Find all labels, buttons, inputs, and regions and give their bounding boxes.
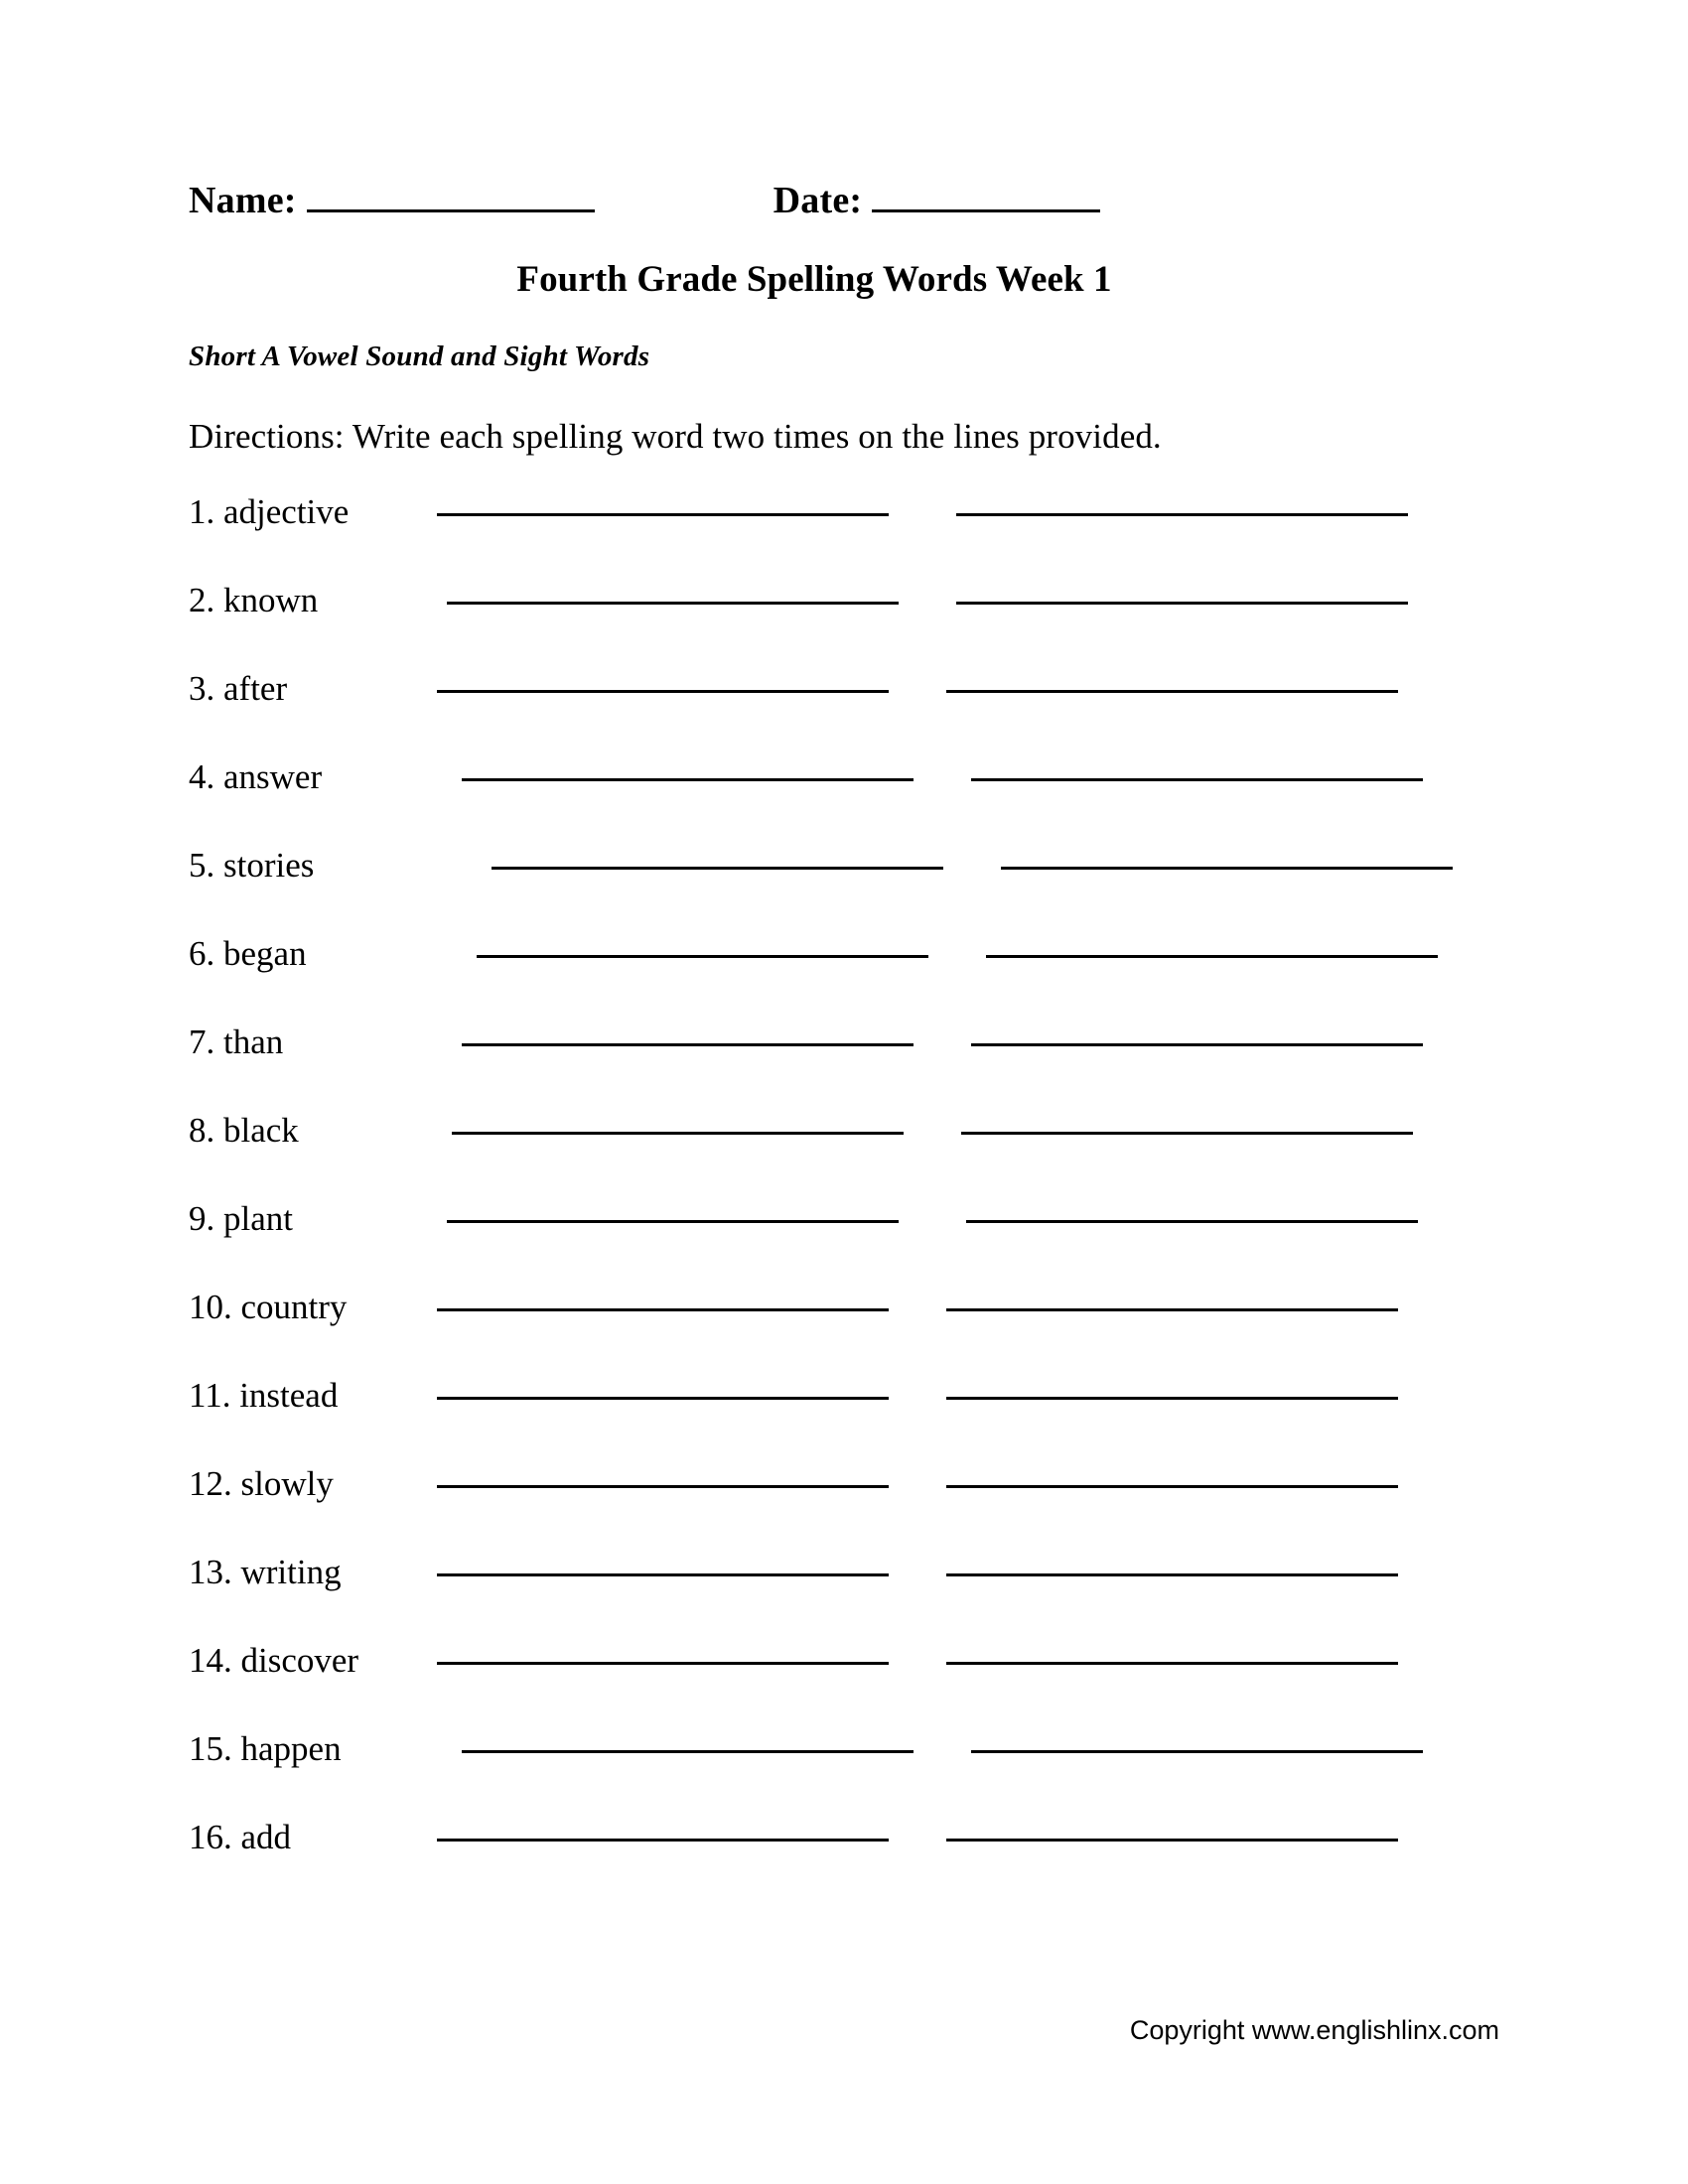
practice-blank-first[interactable]: [437, 1661, 889, 1665]
date-blank-line[interactable]: [872, 208, 1100, 212]
name-date-row: [189, 179, 1499, 222]
spelling-word-label: [189, 1288, 437, 1327]
spelling-word-row: [189, 1376, 1499, 1464]
spelling-word-label: [189, 1641, 437, 1681]
worksheet-subtitle: Short A Vowel Sound and Sight Words: [189, 341, 650, 372]
practice-blank-second[interactable]: [966, 1219, 1418, 1223]
spelling-word-text: known: [223, 581, 319, 619]
spelling-word-row: [189, 846, 1499, 934]
spelling-word-label: [189, 1464, 437, 1504]
spelling-word-text: plant: [223, 1199, 293, 1238]
spelling-word-row: [189, 1641, 1499, 1729]
date-label: Date:: [773, 180, 863, 221]
spelling-word-row: [189, 1729, 1499, 1818]
spelling-word-number: 10.: [189, 1288, 232, 1326]
practice-blank-first[interactable]: [462, 777, 914, 781]
spelling-word-number: 1.: [189, 492, 215, 531]
practice-blank-first[interactable]: [462, 1749, 914, 1753]
spelling-word-row: [189, 757, 1499, 846]
spelling-word-text: than: [223, 1023, 284, 1061]
spelling-word-number: 5.: [189, 846, 215, 885]
spelling-word-label: [189, 934, 437, 974]
spelling-word-label: [189, 1376, 437, 1416]
spelling-word-text: stories: [223, 846, 315, 885]
spelling-word-number: 11.: [189, 1376, 231, 1415]
practice-blank-first[interactable]: [477, 954, 928, 958]
spelling-word-row: [189, 1464, 1499, 1553]
spelling-word-number: 6.: [189, 934, 215, 973]
practice-blank-second[interactable]: [946, 1484, 1398, 1488]
spelling-word-text: add: [240, 1818, 292, 1856]
practice-blank-second[interactable]: [971, 1749, 1423, 1753]
spelling-word-text: answer: [223, 757, 323, 796]
practice-blank-second[interactable]: [1001, 866, 1453, 870]
practice-blank-first[interactable]: [462, 1042, 914, 1046]
practice-blank-second[interactable]: [946, 689, 1398, 693]
spelling-word-row: [189, 669, 1499, 757]
practice-blank-second[interactable]: [946, 1396, 1398, 1400]
practice-blank-second[interactable]: [946, 1661, 1398, 1665]
spelling-word-number: 3.: [189, 669, 215, 708]
practice-blank-first[interactable]: [437, 1396, 889, 1400]
spelling-word-text: country: [240, 1288, 348, 1326]
practice-blank-second[interactable]: [946, 1572, 1398, 1576]
spelling-word-text: discover: [240, 1641, 359, 1680]
spelling-word-number: 8.: [189, 1111, 215, 1150]
page-title: Fourth Grade Spelling Words Week 1: [516, 259, 1112, 300]
name-blank-line[interactable]: [307, 208, 595, 212]
practice-blank-second[interactable]: [946, 1307, 1398, 1311]
practice-blank-first[interactable]: [437, 1484, 889, 1488]
spelling-word-number: 12.: [189, 1464, 232, 1503]
spelling-word-label: [189, 492, 437, 532]
practice-blank-second[interactable]: [956, 512, 1408, 516]
spelling-word-label: [189, 1729, 437, 1769]
practice-blank-second[interactable]: [971, 777, 1423, 781]
spelling-word-number: 4.: [189, 757, 215, 796]
spelling-word-label: [189, 1023, 437, 1062]
practice-blank-first[interactable]: [437, 1307, 889, 1311]
spelling-word-number: 7.: [189, 1023, 215, 1061]
practice-blank-first[interactable]: [437, 1838, 889, 1842]
spelling-word-number: 15.: [189, 1729, 232, 1768]
spelling-word-row: [189, 1199, 1499, 1288]
spelling-word-list: [189, 492, 1499, 1906]
practice-blank-first[interactable]: [492, 866, 943, 870]
spelling-word-row: [189, 1553, 1499, 1641]
practice-blank-second[interactable]: [946, 1838, 1398, 1842]
spelling-word-row: [189, 1288, 1499, 1376]
spelling-word-text: black: [223, 1111, 299, 1150]
practice-blank-second[interactable]: [971, 1042, 1423, 1046]
spelling-word-label: [189, 846, 437, 886]
directions-text: Directions: Write each spelling word two times on the lines provided.: [189, 417, 1162, 456]
practice-blank-second[interactable]: [961, 1131, 1413, 1135]
practice-blank-second[interactable]: [986, 954, 1438, 958]
spelling-word-row: [189, 581, 1499, 669]
name-label: Name:: [189, 180, 297, 221]
spelling-word-row: [189, 1111, 1499, 1199]
copyright-notice: Copyright www.englishlinx.com: [1129, 2015, 1499, 2045]
spelling-word-text: instead: [239, 1376, 339, 1415]
practice-blank-first[interactable]: [437, 1572, 889, 1576]
spelling-word-label: [189, 1818, 437, 1857]
spelling-word-label: [189, 1111, 437, 1151]
spelling-word-row: [189, 1023, 1499, 1111]
spelling-word-number: 16.: [189, 1818, 232, 1856]
spelling-word-number: 13.: [189, 1553, 232, 1591]
spelling-word-row: [189, 1818, 1499, 1906]
spelling-word-label: [189, 1199, 437, 1239]
practice-blank-first[interactable]: [437, 512, 889, 516]
spelling-word-text: writing: [240, 1553, 342, 1591]
practice-blank-first[interactable]: [452, 1131, 904, 1135]
spelling-word-text: adjective: [223, 492, 350, 531]
spelling-word-label: [189, 757, 437, 797]
spelling-word-number: 14.: [189, 1641, 232, 1680]
spelling-word-label: [189, 669, 437, 709]
spelling-word-row: [189, 934, 1499, 1023]
spelling-word-label: [189, 581, 437, 620]
practice-blank-first[interactable]: [437, 689, 889, 693]
spelling-word-text: began: [223, 934, 307, 973]
spelling-word-number: 9.: [189, 1199, 215, 1238]
spelling-word-text: after: [223, 669, 288, 708]
practice-blank-first[interactable]: [447, 601, 899, 605]
worksheet-content: [189, 179, 1499, 1906]
spelling-word-label: [189, 1553, 437, 1592]
practice-blank-first[interactable]: [447, 1219, 899, 1223]
spelling-word-number: 2.: [189, 581, 215, 619]
spelling-word-text: happen: [240, 1729, 342, 1768]
practice-blank-second[interactable]: [956, 601, 1408, 605]
spelling-word-row: [189, 492, 1499, 581]
spelling-word-text: slowly: [240, 1464, 334, 1503]
